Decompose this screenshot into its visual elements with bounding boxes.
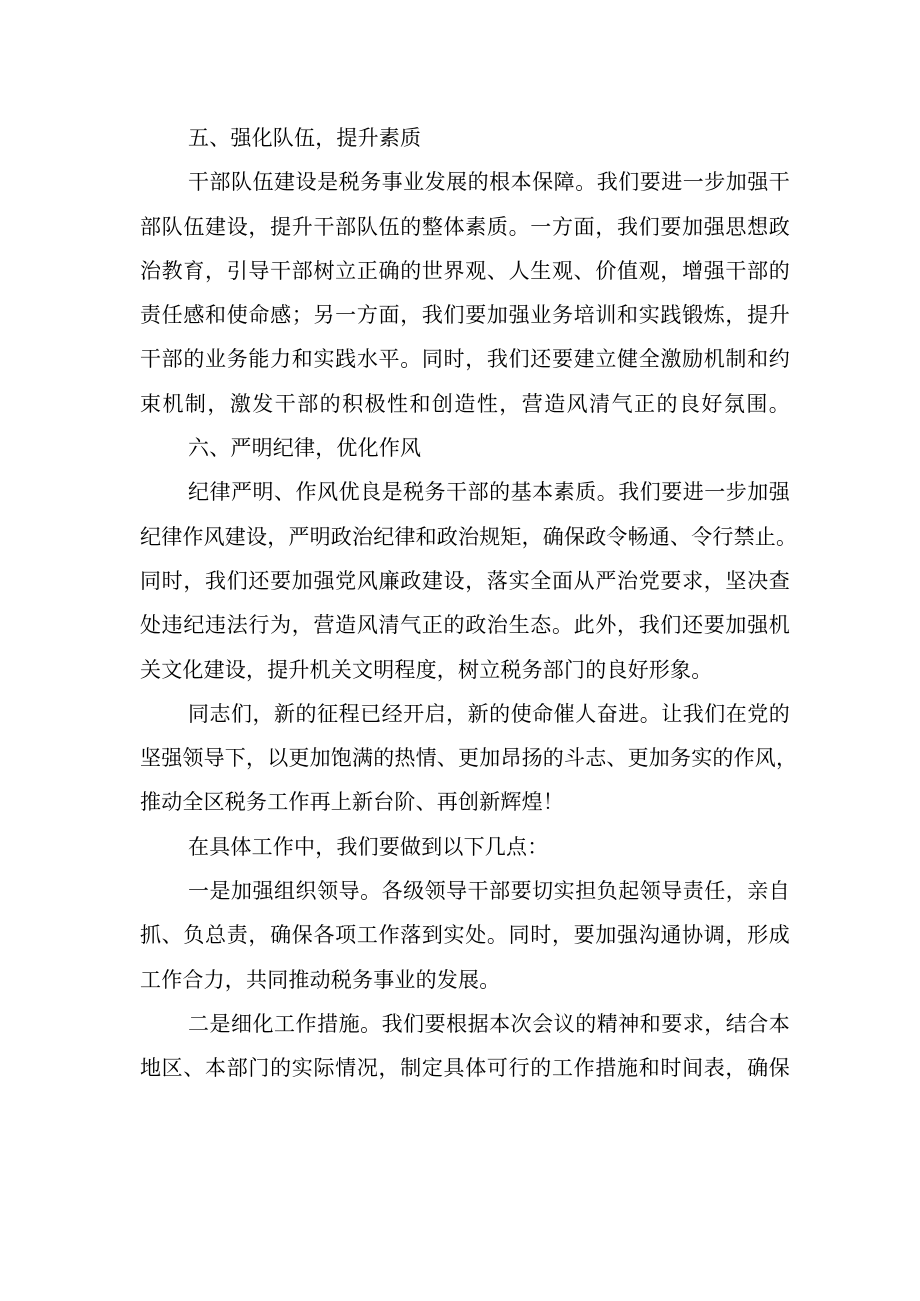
text-line: 同时，我们还要加强党风廉政建设，落实全面从严治党要求，坚决查 [140, 568, 790, 593]
text-line: 关文化建设，提升机关文明程度，树立税务部门的良好形象。 [140, 657, 713, 682]
text-line: 一是加强组织领导。各级领导干部要切实担负起领导责任，亲自 [188, 879, 790, 904]
text-line: 治教育，引导干部树立正确的世界观、人生观、价值观，增强干部的 [140, 258, 790, 283]
text-line: 干部的业务能力和实践水平。同时，我们还要建立健全激励机制和约 [140, 347, 790, 372]
text-line: 在具体工作中，我们要做到以下几点： [188, 834, 549, 859]
text-line: 推动全区税务工作再上新台阶、再创新辉煌！ [140, 790, 564, 815]
text-line: 处违纪违法行为，营造风清气正的政治生态。此外，我们还要加强机 [140, 613, 790, 638]
text-line: 部队伍建设，提升干部队伍的整体素质。一方面，我们要加强思想政 [140, 214, 790, 239]
text-line: 二是细化工作措施。我们要根据本次会议的精神和要求，结合本 [188, 1011, 790, 1036]
heading-six: 六、严明纪律，优化作风 [188, 436, 422, 461]
text-line: 纪律作风建设，严明政治纪律和政治规矩，确保政令畅通、令行禁止。 [140, 524, 798, 549]
text-line: 地区、本部门的实际情况，制定具体可行的工作措施和时间表，确保 [140, 1056, 790, 1081]
text-line: 工作合力，共同推动税务事业的发展。 [140, 967, 501, 992]
heading-five: 五、强化队伍，提升素质 [188, 126, 422, 150]
text-line: 抓、负总责，确保各项工作落到实处。同时，要加强沟通协调，形成 [140, 923, 790, 948]
document-body [140, 116, 798, 1091]
text-line: 干部队伍建设是税务事业发展的根本保障。我们要进一步加强干 [188, 170, 790, 195]
text-line: 坚强领导下，以更加饱满的热情、更加昂扬的斗志、更加务实的作风， [140, 746, 798, 771]
text-line: 同志们，新的征程已经开启，新的使命催人奋进。让我们在党的 [188, 701, 790, 726]
text-line: 束机制，激发干部的积极性和创造性，营造风清气正的良好氛围。 [140, 391, 790, 416]
text-line: 责任感和使命感；另一方面，我们要加强业务培训和实践锻炼，提升 [140, 303, 790, 328]
text-line: 纪律严明、作风优良是税务干部的基本素质。我们要进一步加强 [188, 480, 790, 505]
